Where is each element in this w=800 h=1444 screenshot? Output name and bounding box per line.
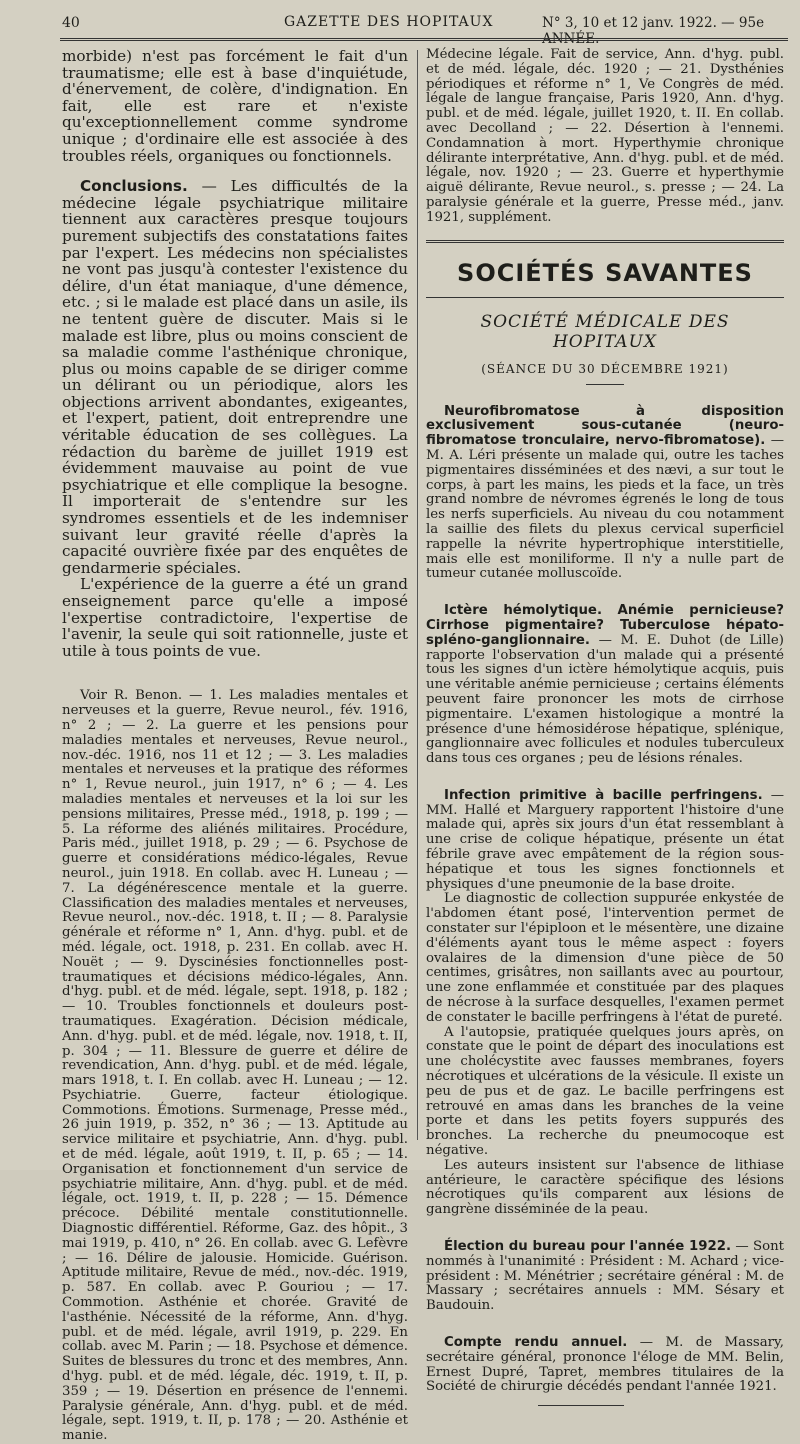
report-text: — M. E. Duhot (de Lille) rapporte l'observation d'un malade qui a présenté tous les signes d'un ictère hémolytique acquis, puis une véritable anémie pernicieuse ; certains éléments peuvent faire prononcer les mots de cirrhose pigmentaire. L'examen histologique a montré la présence d'une hémosidérose hépatique, splénique, ganglionnaire avec follicules et nodules tuberculeux dans tous ces organes ; peu de lésions rénales. — [426, 632, 784, 767]
report-ictere-hemolytique — [426, 604, 784, 767]
end-rule — [538, 1405, 624, 1406]
header-rule — [60, 38, 788, 41]
conclusions-paragraph — [62, 178, 408, 576]
references-continued: Médecine légale. Fait de service, Ann. d'hyg. publ. et de méd. légale, déc. 1920 ; — 21. Dysthénies périodiques et réforme n° 1, Ve Congrès de méd. légale de langue française, Paris 1920, Ann. d'hyg. publ. et de méd. légale, juillet 1920, t. II. En collab. avec Decolland ; — 22. Désertion à l'ennemi. Condamnation à mort. Hyperthymie chronique délirante interprétative, Ann. d'hyg. publ. et de méd. légale, nov. 1920 ; — 23. Guerre et hyperthymie aiguë délirante, Revue neurol., s. presse ; — 24. La paralysie générale et la guerre, Presse méd., janv. 1921, supplément. — [426, 47, 784, 225]
conclusions-text: — Les difficultés de la médecine légale psychiatrique militaire tiennent aux caractères presque toujours purement subjectifs des constatations faites par l'expert. Les médecins non spécialistes ne vont pas jusqu'à contester l'existence du délire, d'un état maniaque, d'une démence, etc. ; si le malade est placé dans un asile, ils ne tentent guère de discuter. Mais si le malade est libre, plus ou moins conscient de sa maladie comme l'asthénique chronique, plus ou moins capable de se diriger comme un délirant ou un périodique, alors les objections arrivent abondantes, exigeantes, et l'expert, patient, doit entreprendre une véritable éducation de ses collègues. La rédaction du barème de juillet 1919 est évidemment mauvaise au point de vue psychiatrique et elle complique la besogne. Il importerait de s'entendre sur les syndromes essentiels et de les indemniser suivant leur gravité réelle d'après la capacité ouvrière fixée par des enquêtes de gendarmerie spéciales. — [62, 177, 409, 577]
report-perfringens — [426, 789, 784, 1218]
report-text: — M. de Massary, secrétaire général, prononce l'éloge de MM. Belin, Ernest Dupré, Tapret, membres titulaires de la Société de chirurgie décédés pendant l'année 1921. — [426, 1334, 784, 1395]
closing-paragraph: L'expérience de la guerre a été un grand enseignement parce qu'elle a imposé l'expertise contradictoire, l'expertise de l'avenir, la seule qui soit rationnelle, juste et utile à tous points de vue. — [62, 575, 408, 660]
journal-title: GAZETTE DES HOPITAUX — [284, 14, 494, 30]
report-title: Neurofibromatose à disposition exclusivement sous-cutanée (neuro-fibromatose tronculaire, nervo-fibromatose). — [426, 403, 784, 449]
report-title: Élection du bureau pour l'année 1922. — [444, 1239, 732, 1254]
report-paragraph: A l'autopsie, pratiquée quelques jours après, on constate que le point de départ des inoculations est une cholécystite avec fausses membranes, foyers nécrotiques et ulcérations de la vésicule. Il existe un peu de pus et de gaz. Le bacille perfringens est retrouvé en amas dans les branches de la veine porte et dans les petits foyers suppurés des bronches. La recherche du pneumocoque est négative. — [426, 1024, 784, 1159]
report-title: Ictère hémolytique. Anémie pernicieuse? Cirrhose pigmentaire? Tuberculose hépato-spléno-ganglionnaire. — [426, 603, 784, 648]
society-name: SOCIÉTÉ MÉDICALE DES HOPITAUX — [480, 311, 730, 352]
report-neurofibromatose — [426, 405, 784, 583]
report-paragraph: Les auteurs insistent sur l'absence de lithiase antérieure, le caractère spécifique des lésions nécrotiques qu'ils comparent aux lésions de gangrène disséminée de la peau. — [426, 1157, 784, 1218]
report-text: — M. A. Léri présente un malade qui, outre les taches pigmentaires disséminées et des nævi, a sur tout le corps, à part les mains, les pieds et la face, un très grand nombre de névromes égrenés le long de tous les nerfs superficiels. Au niveau du cou notamment la saillie des filets du plexus cervical superficiel rappelle la névrite hypertrophique interstitielle, mais elle est moniliforme. Il n'y a nulle part de tumeur cutanée molluscoïde. — [426, 433, 785, 582]
running-head — [30, 14, 788, 47]
section-rule-top — [426, 240, 784, 243]
right-column — [426, 48, 784, 1406]
report-compte-rendu — [426, 1336, 784, 1395]
page-number: 40 — [62, 15, 80, 31]
references-list: Voir R. Benon. — 1. Les maladies mentales et nerveuses et la guerre, Revue neurol., fév. 1916, n° 2 ; — 2. La guerre et les pensions pour maladies mentales et nerveuses, Revue neurol., nov.-déc. 1916, nos 11 et 12 ; — 3. Les maladies mentales et nerveuses et la pratique des réformes n° 1, Revue neurol., juin 1917, n° 6 ; — 4. Les maladies mentales et nerveuses et la loi sur les pensions militaires, Presse méd., 1918, p. 199 ; — 5. La réforme des aliénés militaires. Procédure, Paris méd., juillet 1918, p. 29 ; — 6. Psychose de guerre et considérations médico-légales, Revue neurol., juin 1918. En collab. avec H. Luneau ; — 7. La dégénérescence mentale et la guerre. Classification des maladies mentales et nerveuses, Revue neurol., nov.-déc. 1918, t. II ; — 8. Paralysie générale et réforme n° 1, Ann. d'hyg. publ. et de méd. légale, oct. 1918, p. 231. En collab. avec H. Nouët ; — 9. Dyscinésies fonctionnelles post-traumatiques et décisions médico-légales, Ann. d'hyg. publ. et de méd. légale, sept. 1918, p. 182 ; — 10. Troubles fonctionnels et douleurs post-traumatiques. Exagération. Décision médicale, Ann. d'hyg. publ. et de méd. légale, nov. 1918, t. II, p. 304 ; — 11. Blessure de guerre et délire de revendication, Ann. d'hyg. publ. et de méd. légale, mars 1918, t. I. En collab. avec H. Luneau ; — 12. Psychiatrie. Guerre, facteur étiologique. Commotions. Émotions. Surmenage, Presse méd., 26 juin 1919, p. 352, n° 36 ; — 13. Aptitude au service militaire et psychiatrie, Ann. d'hyg. publ. et de méd. légale, août 1919, t. II, p. 65 ; — 14. Organisation et fonctionnement d'un service de psychiatrie militaire, Ann. d'hyg. publ. et de méd. légale, oct. 1919, t. II, p. 228 ; — 15. Démence précoce. Débilité mentale constitutionnelle. Diagnostic différentiel. Réforme, Gaz. des hôpit., 3 mai 1919, p. 410, n° 26. En collab. avec G. Lefèvre ; — 16. Délire de jalousie. Homicide. Guérison. Aptitude militaire, Revue de méd., nov.-déc. 1919, p. 587. En collab. avec P. Gouriou ; — 17. Commotion. Asthénie et chorée. Gravité de l'asthénie. Nécessité de la réforme, Ann. d'hyg. publ. et de méd. légale, avril 1919, p. 229. En collab. avec M. Parin ; — 18. Psychose et démence. Suites de blessures du tronc et des membres, Ann. d'hyg. publ. et de méd. légale, déc. 1919, t. II, p. 359 ; — 19. Désertion en présence de l'ennemi. Paralysie générale, Ann. d'hyg. publ. et de méd. légale, sept. 1919, t. II, p. 178 ; — 20. Asthénie et manie. — [62, 688, 408, 1444]
report-paragraph: Le diagnostic de collection suppurée enkystée de l'abdomen étant posé, l'intervention permet de constater sur l'épiploon et le mésentère, une dizaine d'éléments ayant tous le même aspect : foyers ovalaires de la dimension d'une pièce de 50 centimes, grisâtres, non saillants avec au pourtour, une zone enflammée et constituée par des plaques de nécrose à la surface desquelles, l'examen permet de constater le bacille perfringens à l'état de pureté. — [426, 891, 784, 1025]
left-column — [62, 48, 408, 1444]
section-rule-bottom — [426, 297, 784, 298]
session-date: (SÉANCE DU 30 DÉCEMBRE 1921) — [481, 361, 729, 376]
report-text: — MM. Hallé et Marguery rapportent l'histoire d'une malade qui, après six jours d'un état ressemblant à une crise de colique hépatique, présente un état fébrile grave avec empâtement de la région sous-hépatique et tous les signes fonctionnels et physiques d'une pneumonie de la base droite. — [426, 787, 784, 892]
paragraph-continued: morbide) n'est pas forcément le fait d'un traumatisme; elle est à base d'inquiétude, d'énervement, de colère, d'indignation. En fait, elle est rare et n'existe qu'exceptionnellement comme syndrome unique ; d'ordinaire elle est associée à des troubles réels, organiques ou fonctionnels. — [62, 47, 408, 165]
column-divider — [417, 50, 418, 1140]
issue-info: N° 3, 10 et 12 janv. 1922. — 95e ANNÉE. — [542, 15, 765, 47]
report-election-bureau — [426, 1240, 784, 1314]
session-rule — [586, 384, 624, 385]
report-title: Compte rendu annuel. — [444, 1334, 628, 1350]
conclusions-heading: Conclusions. — [80, 177, 188, 196]
report-title: Infection primitive à bacille perfringens. — [444, 787, 763, 803]
report-text: — Sont nommés à l'unanimité : Président : M. Achard ; vice-président : M. Ménétrier ; secrétaire général : M. de Massary ; secrétaires annuels : MM. Sésary et Baudouin. — [426, 1239, 785, 1314]
section-title: SOCIÉTÉS SAVANTES — [457, 258, 753, 287]
